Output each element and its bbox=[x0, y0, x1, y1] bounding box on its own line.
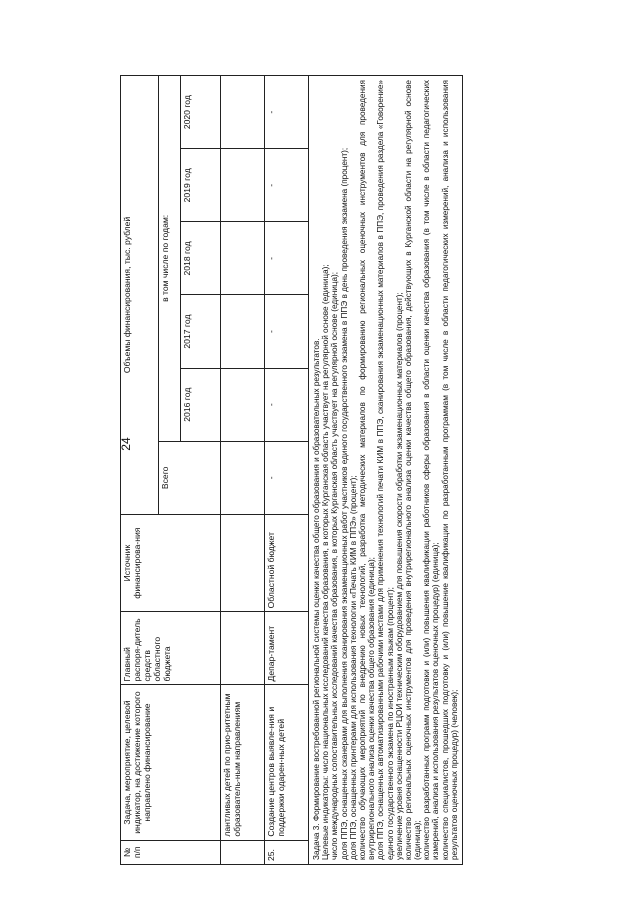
header-no: № п/п bbox=[121, 840, 221, 864]
header-source: Источник финансирова-ния bbox=[121, 514, 221, 612]
row-total bbox=[221, 441, 265, 514]
row-task: лантливых детей по прио-ритетным образователь-ным направлениям bbox=[221, 685, 265, 840]
task3-line: число международных сопоставительных исследований качества образования, в которых Курганская область участвует на регулярной основе (единица); bbox=[330, 271, 340, 860]
row-source bbox=[221, 514, 265, 612]
task3-line: доля ППЭ, оснащенных автоматизированными рабочими местами для применения технологий печати КИМ в ППЭ, сканирования экзаменационных материалов в ППЭ, проведения раздела «Говорение» единого государственного экзамена по иностранным языкам (процент); bbox=[376, 80, 395, 860]
row-2019: - bbox=[265, 149, 309, 222]
task3-line: Задача 3. Формирование востребованной региональной системы оценки качества общего образования и образовательных результатов. bbox=[312, 338, 321, 860]
row-2019 bbox=[221, 149, 265, 222]
row-manager bbox=[221, 612, 265, 685]
row-2020 bbox=[221, 76, 265, 149]
header-total: Всего bbox=[159, 441, 221, 514]
row-source: Областной бюджет bbox=[265, 514, 309, 612]
row-task: Создание центров выявле-ния и поддержки одарен-ных детей bbox=[265, 685, 309, 840]
row-no: 25. bbox=[265, 840, 309, 864]
header-task: Задача, мероприятие, целевой индикатор, на достижение которого направлено финансирование bbox=[121, 685, 221, 840]
row-no bbox=[221, 840, 265, 864]
financing-table bbox=[120, 75, 463, 865]
page-number: 24 bbox=[119, 437, 133, 451]
row-2020: - bbox=[265, 76, 309, 149]
row-total: - bbox=[265, 441, 309, 514]
task3-line: увеличение уровня оснащенности РЦОИ техническим оборудованием для повышения скорости обработки экзаменационных материалов (процент); bbox=[394, 292, 404, 860]
header-year-2018: 2018 год bbox=[181, 222, 221, 295]
row-2018: - bbox=[265, 222, 309, 295]
task3-line: Целевые индикаторы: число национальных исследований качества образования, в которых Курганская область участвует на регулярной основе (единица); bbox=[321, 264, 331, 860]
table-row bbox=[265, 76, 309, 865]
table-row bbox=[221, 76, 265, 865]
task3-line: количество региональных оценочных инструментов для проведения внутрирегионального анализа оценки качества общего образования, действующих в Курганской области на регулярной основе (единица); bbox=[403, 80, 423, 860]
task3-line: количество специалистов, прошедших подготовку и (или) повышение квалификации по разработанным программам (в том числе в области педагогических измерений, анализа и использования результатов оценочных процедур) (человек); bbox=[440, 80, 459, 860]
task3-line: количество разработанных программ подготовки и (или) повышения квалификации работников сферы образования в области оценки качества образования (в том числе в области педагогических измерений, анализа и использования результатов оценочных процедур) (единица); bbox=[422, 80, 441, 860]
header-year-2017: 2017 год bbox=[181, 295, 221, 368]
row-2016: - bbox=[265, 368, 309, 441]
row-2018 bbox=[221, 222, 265, 295]
header-year-2016: 2016 год bbox=[181, 368, 221, 441]
header-year-2019: 2019 год bbox=[181, 149, 221, 222]
row-manager: Депар-тамент bbox=[265, 612, 309, 685]
task3-line: доля ППЭ, оснащенных принтерами для использования технологии «Печать КИМ в ППЭ» (процент); bbox=[348, 475, 358, 860]
task3-row bbox=[309, 76, 463, 865]
row-2017 bbox=[221, 295, 265, 368]
task3-line: количество обучающих мероприятий по внедрению новых технологий, разработка методических материалов по формированию региональных оценочных инструментов для проведения внутрирегионального анализа оценки качества общего образования (единица); bbox=[357, 80, 377, 860]
header-volumes: Объемы финансирования, тыс. рублей bbox=[121, 76, 159, 515]
task3-line: доля ППЭ, оснащенных сканерами для выполнения сканирования экзаменационных работ участников единого государственного экзамена в ППЭ в день проведения экзамена (процент); bbox=[339, 147, 349, 860]
row-2016 bbox=[221, 368, 265, 441]
header-by-years: в том числе по годам: bbox=[159, 76, 181, 442]
row-2017: - bbox=[265, 295, 309, 368]
header-manager: Главный распоря-дитель средств областного бюджета bbox=[121, 612, 221, 685]
task3-text bbox=[309, 76, 463, 865]
rotated-page bbox=[120, 75, 600, 865]
header-year-2020: 2020 год bbox=[181, 76, 221, 149]
